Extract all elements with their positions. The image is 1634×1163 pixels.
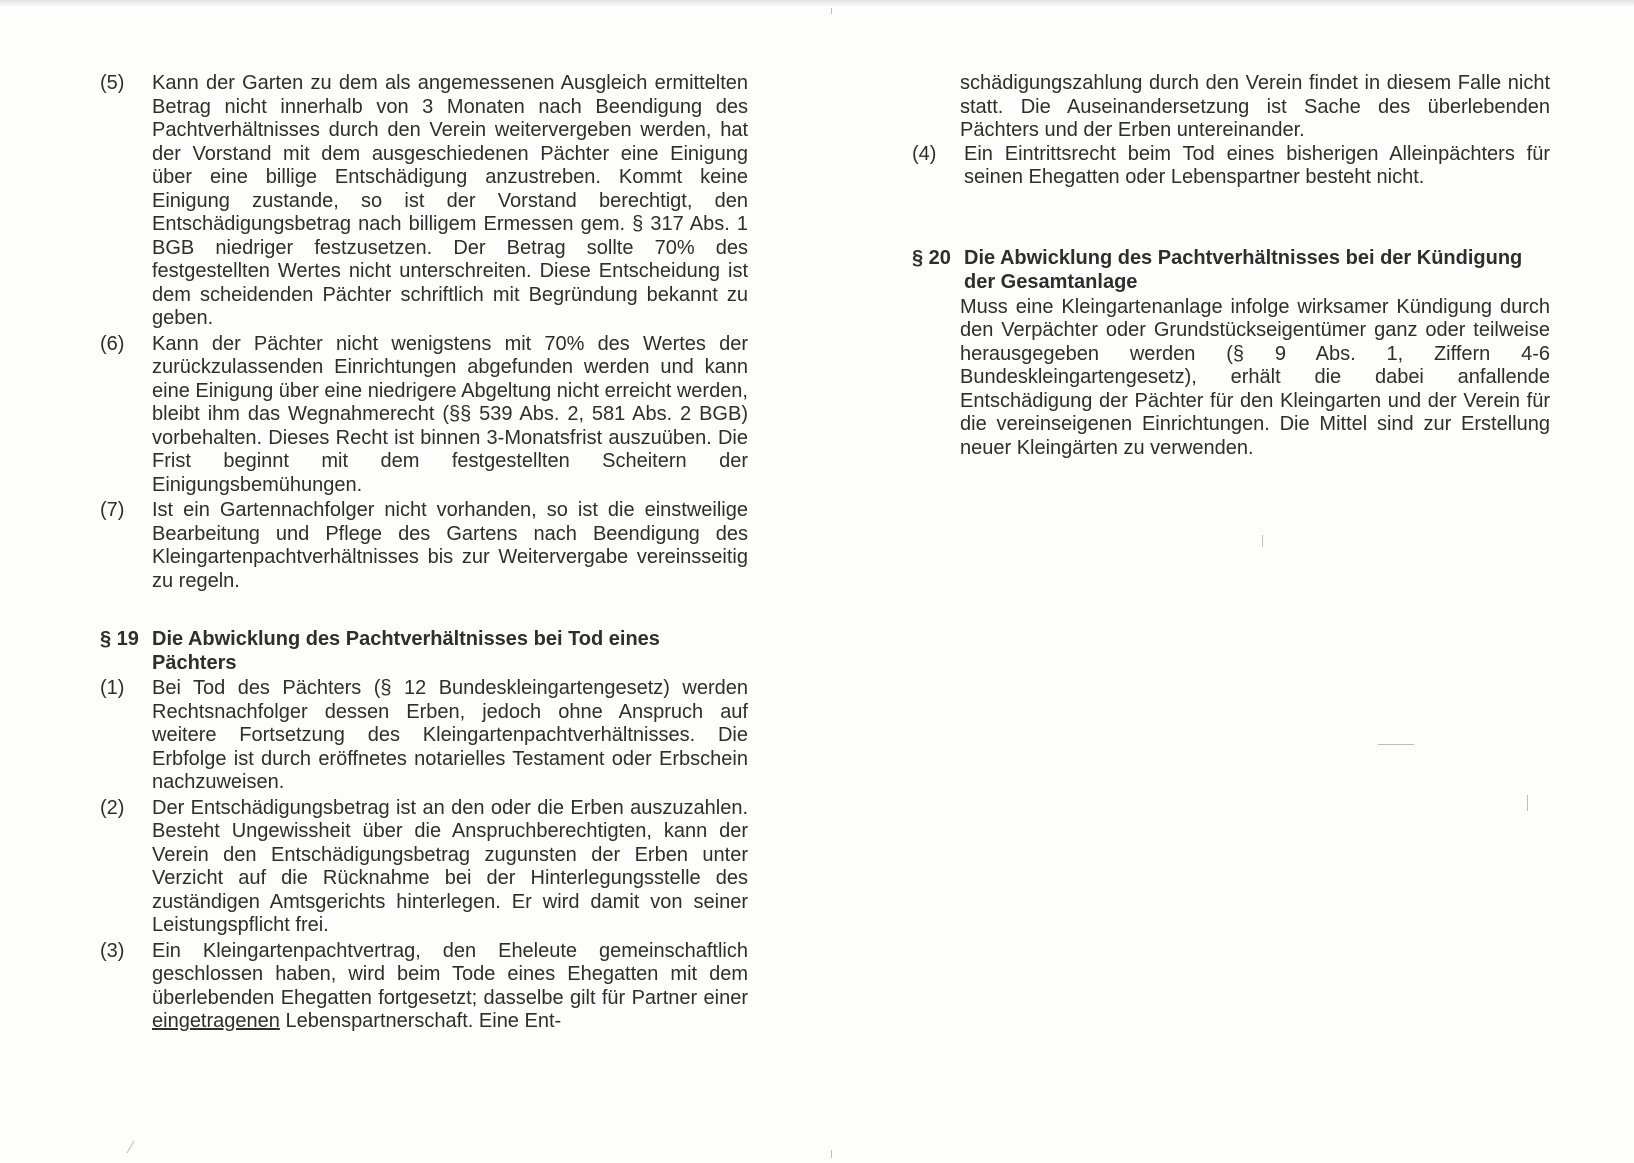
left-column	[100, 72, 748, 1036]
paragraph-number: (1)	[100, 677, 125, 699]
paragraph-text: Ein Eintrittsrecht beim Tod eines bisherigen Alleinpächters für seinen Ehegatten oder Lebenspartner besteht nicht.	[964, 142, 1550, 188]
section-19-heading	[100, 627, 748, 675]
section-20-heading	[912, 246, 1550, 294]
paragraph-number: (4)	[912, 142, 937, 165]
paragraph-text: Bei Tod des Pächters (§ 12 Bundeskleingartengesetz) werden Rechtsnachfolger dessen Erben, jedoch ohne Anspruch auf weitere Fortsetzung des Kleingartenpachtverhältnisses. Die Erbfolge ist durch eröffnetes notarielles Testament oder Erbschein nachzuweisen.	[152, 677, 748, 793]
section-title: Die Abwicklung des Pachtverhältnisses bei Tod eines Pächters	[152, 628, 660, 674]
scan-speck	[1262, 535, 1263, 547]
scan-speck	[1527, 795, 1528, 811]
paragraph-item	[100, 72, 748, 331]
paragraph-number: (6)	[100, 332, 125, 355]
right-column	[912, 72, 1550, 460]
paragraph-text	[152, 940, 748, 1034]
scan-speck	[831, 1150, 832, 1158]
paragraph-item	[100, 333, 748, 498]
paragraph-item	[100, 499, 748, 593]
paragraph-text: Kann der Garten zu dem als angemessenen Ausgleich ermittelten Betrag nicht innerhalb von 3 Monaten nach Beendigung des Pachtverhältnisses durch den Verein weitervergeben werden, hat der Vorstand mit dem ausgeschiedenen Pächter eine Einigung über eine billige Entschädigung anzustreben. Kommt keine Einigung zustande, so ist der Vorstand berechtigt, den Entschädigungsbetrag nach billigem Ermessen gem. § 317 Abs. 1 BGB niedriger festzusetzen. Der Betrag sollte 70% des festgestellten Wertes nicht unterschreiten. Diese Entscheidung ist dem scheidenden Pächter schriftlich mit Begründung bekannt zu geben.	[152, 72, 748, 329]
paragraph-number: (7)	[100, 499, 125, 521]
paragraph-text-part: Ein Kleingartenpachtvertrag, den Eheleute gemeinschaftlich geschlossen haben, wird beim Tode eines Ehegatten mit dem überlebenden Ehegatten fortgesetzt; dasselbe gilt für Partner einer	[152, 939, 748, 1009]
paragraph-text: Der Entschädigungsbetrag ist an den oder die Erben auszuzahlen. Besteht Ungewissheit über die Anspruchberechtigten, kann der Verein den Entschädigungsbetrag zugunsten der Erben unter Verzicht auf die Rücknahme bei der Hinterlegungsstelle des zuständigen Amtsgerichts hinterlegen. Er wird damit von seiner Leistungspflicht frei.	[152, 796, 748, 936]
paragraph-text-part: Lebenspartnerschaft. Eine Ent-	[279, 1010, 562, 1032]
section-title: Die Abwicklung des Pachtverhältnisses bei der Kündigung der Gesamtanlage	[964, 246, 1523, 293]
paragraph-number: (2)	[100, 796, 125, 819]
paragraph-item	[912, 143, 1550, 190]
scan-speck	[1378, 744, 1414, 745]
paragraph-item	[100, 797, 748, 938]
paragraph-item	[100, 677, 748, 795]
underlined-word: eingetragenen	[152, 1010, 280, 1032]
paragraph-text: Kann der Pächter nicht wenigstens mit 70% des Wertes der zurückzulassenden Einrichtungen abgefunden werden und kann eine Einigung über eine niedrigere Abgeltung nicht erreicht werden, bleibt ihm das Wegnahmerecht (§§ 539 Abs. 2, 581 Abs. 2 BGB) vorbehalten. Dieses Recht ist binnen 3-Monatsfrist auszuüben. Die Frist beginnt mit dem festgestellten Scheitern der Einigungsbemühungen.	[152, 332, 748, 496]
paragraph-number: (3)	[100, 939, 125, 962]
section-number: § 20	[912, 246, 951, 269]
section-20-text: Muss eine Kleingartenanlage infolge wirksamer Kündigung durch den Verpächter oder Grundstückseigentümer ganz oder teilweise herausgegeben werden (§ 9 Abs. 1, Ziffern 4-6 Bundeskleingartengesetz), erhält die dabei anfallende Entschädigung der Pächter für den Kleingarten und der Verein für die vereinseigenen Einrichtungen. Die Mittel sind zur Erstellung neuer Kleingärten zu verwenden.	[960, 295, 1550, 459]
paragraph-text: Ist ein Gartennachfolger nicht vorhanden, so ist die einstweilige Bearbeitung und Pflege des Gartens nach Beendigung des Kleingartenpachtverhältnisses bis zur Weitervergabe vereinsseitig zu regeln.	[152, 499, 748, 592]
continuation-text: schädigungszahlung durch den Verein findet in diesem Falle nicht statt. Die Auseinandersetzung ist Sache des überlebenden Pächters und der Erben untereinander.	[960, 72, 1550, 141]
scan-top-edge	[0, 0, 1634, 7]
scan-speck	[127, 1141, 135, 1154]
section-number: § 19	[100, 628, 139, 650]
scan-speck	[831, 8, 832, 14]
paragraph-item	[100, 940, 748, 1034]
paragraph-number: (5)	[100, 72, 125, 94]
